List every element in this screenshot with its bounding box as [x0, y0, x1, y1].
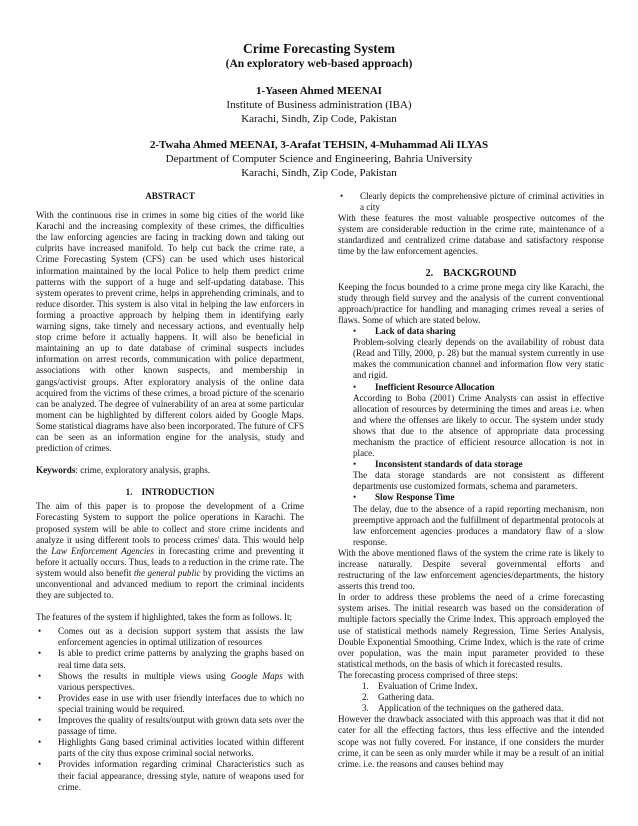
right-column — [338, 191, 604, 770]
list-item — [353, 326, 604, 337]
authors-2-4-affiliation-line2: Karachi, Sindh, Zip Code, Pakistan — [241, 167, 397, 179]
list-item — [36, 715, 304, 737]
abstract-text: With the continuous rise in crimes in some big cities of the world like Karachi and the increasing complexity of these crimes, the difficulties the law enforcing agencies are facing in tracking down and taking out culprits have increased manifold. To help cut back the crime rate, a Crime Forecasting System (CFS) can be used which uses historical information maintained by the local Police to help them predict crime patterns with the support of a huge and self-updating database. This system operates to prevent crime, helps in apprehending criminals, and to reduce disorder. This system is also vital in helping the law enforcers in forming a proactive approach by helping them in identifying early warning signs, take timely and necessary actions, and eventually help stop crime before it actually happens. It will also be beneficial in maintaining an up to date database of criminal suspects includes information on arrest records, communication with police department, associations with other known suspects, and membership in gangs/activist groups. After exploratory analysis of the online data acquired from the victims of these crimes, a broad picture of the scenario can be analyzed. The degree of vulnerability of an area at some particular moment can be highlighted by different colors aided by Google Maps. Some statistical diagrams have also been incorporated. The future of CFS can be seen as an information engine for the analysis, study and prediction of crimes. — [36, 210, 304, 454]
outcomes-paragraph: With these features the most valuable prospective outcomes of the system are considerable reduction in the crime rate, maintenance of a standardized and centralized crime database and satisfactory response time by the law enforcement agencies. — [338, 213, 604, 257]
author-1: 1-Yaseen Ahmed MEENAI — [256, 85, 382, 97]
bullet-icon: • — [38, 670, 42, 681]
list-item — [36, 759, 304, 792]
feature-text: Comes out as a decision support system that assists the law enforcement agencies in optimal utilization of resources — [58, 626, 304, 648]
bullet-icon: • — [38, 715, 42, 726]
feature-text: Clearly depicts the comprehensive picture of criminal activities in a city — [360, 191, 604, 213]
flaw-body: The data storage standards are not consistent as different departments use customized formats, schema and parameters. — [353, 470, 604, 492]
bullet-icon: • — [353, 492, 357, 503]
feature-text: Highlights Gang based criminal activities located within different parts of the city thus expose criminal social networks. — [58, 737, 304, 759]
intro-p1-emphasis-public: the general public — [133, 567, 201, 578]
abstract-heading: ABSTRACT — [145, 191, 195, 201]
background-intro: Keeping the focus bounded to a crime prone mega city like Karachi, the study through field survey and the analysis of the current conventional approach/practice for handling and managing crimes reveal a series of flaws. Some of which are stated below. — [338, 281, 604, 325]
intro-p1-emphasis-lea: Law Enforcement Agencies — [51, 545, 154, 556]
step-number: 1. — [362, 681, 369, 692]
after-flaws-paragraph: With the above mentioned flaws of the system the crime rate is likely to increase naturally. Despite several governmental efforts and restructuring of the law enforcement agencies/departments, the history asserts this trend too. — [338, 547, 604, 592]
feature-text: with various perspectives. — [58, 670, 304, 692]
list-item — [36, 737, 304, 759]
flaw-body: The delay, due to the absence of a rapid reporting mechanism, non preemptive approach and the fulfillment of departmental protocols at law enforcement agencies produces a mandatory flaw of a slow response. — [353, 503, 604, 547]
step-number: 2. — [362, 692, 369, 703]
forecasting-steps-list — [338, 681, 604, 714]
bullet-icon: • — [353, 459, 357, 470]
steps-intro: The forecasting process comprised of three steps: — [338, 669, 518, 680]
drawback-paragraph: However the drawback associated with this approach was that it did not cater for all the effecting factors, thus less effective and the intended scope was not fully covered. For instance, if one considers the murder crime, it can be seen as only murder while it may be a result of an initial crime. i.e. the reasons and causes behind may — [338, 714, 604, 769]
keywords — [36, 465, 304, 476]
keywords-text: : crime, exploratory analysis, graphs. — [75, 465, 211, 476]
flaw-title: Inefficient Resource Allocation — [375, 381, 495, 392]
background-heading: 2. BACKGROUND — [425, 267, 517, 279]
list-item — [338, 191, 604, 213]
paper-header — [0, 40, 638, 180]
bullet-icon: • — [38, 737, 42, 748]
paper-subtitle: (An exploratory web-based approach) — [225, 58, 413, 70]
list-item — [36, 693, 304, 715]
list-item — [338, 692, 604, 703]
feature-text: Is able to predict crime patterns by analyzing the graphs based on real time data sets. — [58, 648, 304, 670]
flaw-body: Problem-solving clearly depends on the availability of robust data (Read and Tilly, 2000, p. 28) but the manual system currently in use makes the communication channel and information flow very static and rigid. — [353, 337, 604, 381]
feature-emphasis: Google Maps — [230, 670, 283, 681]
list-item — [353, 382, 604, 393]
flaw-title: Slow Response Time — [375, 492, 455, 503]
keywords-label: Keywords — [36, 465, 76, 476]
bullet-icon: • — [38, 626, 42, 637]
flaws-list — [338, 326, 604, 548]
bullet-icon: • — [38, 692, 42, 703]
list-item — [338, 703, 604, 714]
authors-2-4-affiliation-line1: Department of Computer Science and Engineering, Bahria University — [165, 153, 473, 165]
bullet-icon: • — [38, 648, 42, 659]
feature-text: Shows the results in multiple views using — [58, 670, 231, 681]
bullet-icon: • — [340, 191, 344, 201]
flaw-title: Lack of data sharing — [375, 326, 456, 337]
authors-2-4: 2-Twaha Ahmed MEENAI, 3-Arafat TEHSIN, 4-Muhammad Ali ILYAS — [149, 139, 489, 151]
introduction-paragraph-2: The features of the system if highlighted, takes the form as follows. It; — [36, 612, 293, 623]
flaw-title: Inconsistent standards of data storage — [375, 459, 523, 470]
list-item — [36, 648, 304, 670]
address-problems-paragraph: In order to address these problems the need of a crime forecasting system arises. The initial research was based on the consideration of multiple factors specially the Crime Index. This approach employed the use of statistical methods namely Regression, Time Series Analysis, Double Exponential Smoothing. Crime Index, which is the rate of crime over population, was the main input parameter provided to these statistical methods, on the basis of which it forecasted results. — [338, 592, 604, 669]
feature-text: Improves the quality of results/output with grown data sets over the passage of time. — [58, 715, 304, 737]
feature-text: Provides ease in use with user friendly interfaces due to which no special training would be required. — [58, 692, 304, 714]
intro-p1-part-c: by providing the victims an unconventional and advanced medium to report the criminal incidents they are subjected to. — [36, 567, 304, 601]
bullet-icon: • — [38, 759, 42, 770]
features-list — [36, 626, 304, 792]
step-number: 3. — [362, 703, 369, 714]
introduction-heading: 1. INTRODUCTION — [125, 487, 215, 498]
paper-title: Crime Forecasting System — [243, 41, 395, 56]
author-1-affiliation-line1: Institute of Business administration (IBA) — [226, 99, 412, 111]
bullet-icon: • — [353, 381, 357, 392]
intro-p1-part-b: in forecasting crime and preventing it before it actually occurs. Thus, leads to a reduction in the crime rate. The system would also benefit — [36, 545, 304, 578]
step-text: Evaluation of Crime Index. — [378, 681, 478, 692]
features-list-continued — [338, 191, 604, 213]
author-1-affiliation-line2: Karachi, Sindh, Zip Code, Pakistan — [241, 113, 397, 125]
step-text: Gathering data. — [378, 692, 435, 703]
intro-p1-part-a: The aim of this paper is to propose the development of a Crime Forecasting System to support the police operations in Karachi. The proposed system will be able to collect and store crime incidents and analyze it using different tools to process crimes' data. This would help the — [36, 501, 304, 556]
list-item — [338, 681, 604, 692]
left-column — [36, 191, 304, 793]
list-item — [353, 492, 604, 503]
step-text: Application of the techniques on the gathered data. — [378, 703, 564, 714]
list-item — [353, 459, 604, 470]
introduction-paragraph-1 — [36, 501, 304, 601]
list-item — [36, 626, 304, 648]
flaw-body: According to Boba (2001) Crime Analysts can assist in effective allocation of resources by determining the times and areas i.e. when and where the offenses are likely to occur. The system under study shows that due to the absence of appropriate data processing mechanism the practice of efficient resource allocation is not in place. — [353, 392, 604, 459]
list-item — [36, 671, 304, 693]
bullet-icon: • — [353, 326, 357, 337]
feature-text: Provides information regarding criminal Characteristics such as their facial appearance, dressing style, nature of weapons used for crime. — [58, 759, 304, 792]
